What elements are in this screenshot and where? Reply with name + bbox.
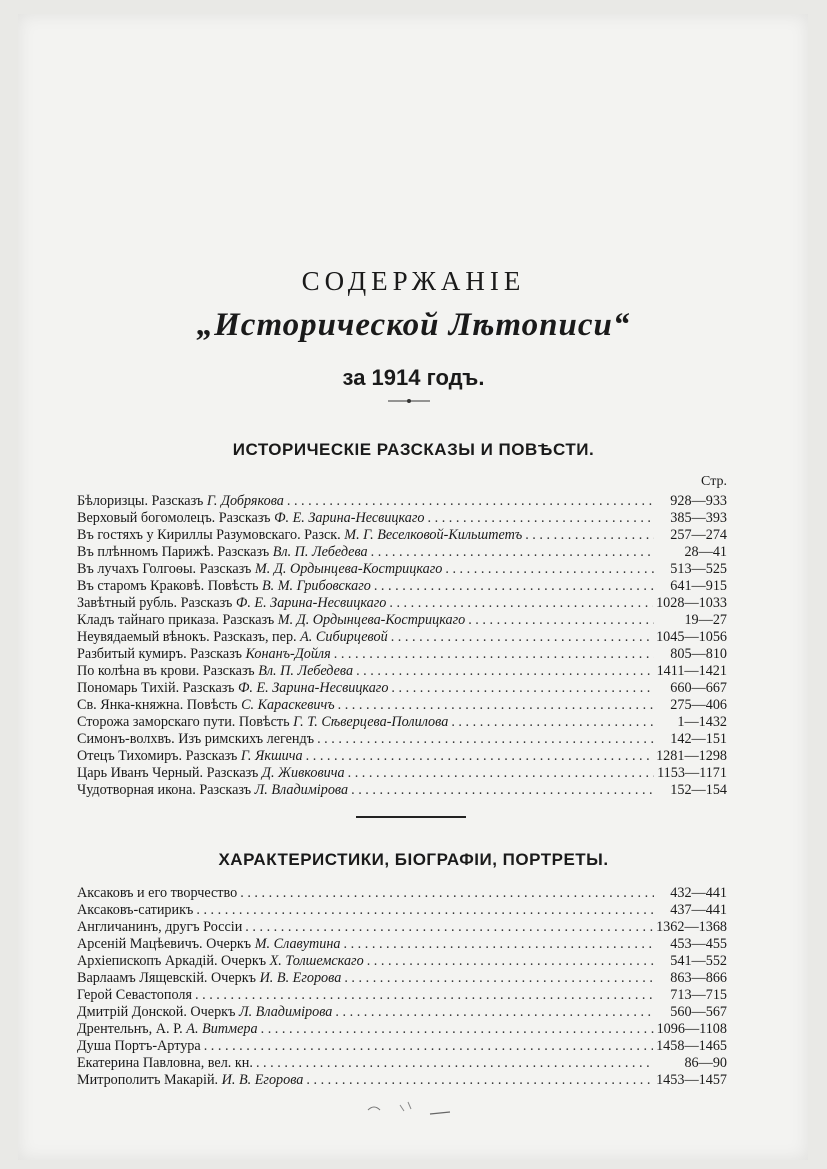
dot-leader [240,885,654,902]
dot-leader [334,646,654,663]
toc-entry [77,714,727,731]
dot-leader [451,714,654,731]
dot-leader [371,544,654,561]
section-heading-stories: ИСТОРИЧЕСКІЕ РАЗСКАЗЫ И ПОВѢСТИ. [232,440,595,459]
entry-pages: 385—393 [670,510,727,526]
entry-pages: 152—154 [670,782,727,798]
toc-entry [77,953,727,970]
entry-author: М. Г. Веселковой-Кильштетъ [344,527,523,543]
toc-entry [77,561,727,578]
entry-author: Г. Якшича [240,748,303,764]
toc-entry [77,987,727,1004]
entry-title: Англичанинъ, другъ Россіи [77,919,243,935]
entry-author: Г. Добрякова [206,493,284,509]
entry-title: Въ плѣнномъ Парижѣ. Разсказъ [77,544,270,560]
entry-author: Ф. Е. Зарина-Несвицкаго [274,510,425,526]
page-column-label: Стр. [701,474,727,489]
entry-pages: 541—552 [670,953,727,969]
entry-author: Х. Толшемскаго [269,953,364,969]
toc-entry [77,902,727,919]
entry-author: М. Д. Ордынцева-Кострицкаго [254,561,443,577]
entry-pages: 560—567 [670,1004,727,1020]
toc-entry [77,527,727,544]
dot-leader [287,493,654,510]
entry-title: Чудотворная икона. Разсказъ [77,782,252,798]
entry-pages: 641—915 [670,578,727,594]
toc-entry [77,697,727,714]
entry-pages: 713—715 [670,987,727,1003]
dot-leader [525,527,654,544]
entry-author: Вл. П. Лебедева [258,663,354,679]
entry-title: Верховый богомолецъ. Разсказъ [77,510,271,526]
dot-leader [196,902,654,919]
entry-title: Царь Иванъ Черный. Разсказъ [77,765,259,781]
toc-entry [77,919,727,936]
entry-title: Варлаамъ Лящевскій. Очеркъ [77,970,257,986]
entry-pages: 1096—1108 [656,1021,727,1037]
entry-title: Симонъ-волхвъ. Изъ римскихъ легендъ [77,731,315,747]
entry-pages: 1362—1368 [656,919,727,935]
entry-author: М. Славутина [254,936,341,952]
dot-leader [348,765,654,782]
toc-list-biographies [77,885,727,1089]
dot-leader [338,697,654,714]
entry-title: Отецъ Тихомиръ. Разсказъ [77,748,238,764]
year-line: за 1914 годъ. [342,365,485,390]
dot-leader [468,612,654,629]
entry-pages: 863—866 [670,970,727,986]
entry-title: Въ старомъ Краковѣ. Повѣсть [77,578,259,594]
entry-author: С. Карaскевичъ [241,697,335,713]
toc-entry [77,782,727,799]
dot-leader [351,782,654,799]
toc-entry [77,1055,727,1072]
entry-title: Сторожа заморскаго пути. Повѣсть [77,714,290,730]
toc-entry [77,1004,727,1021]
toc-entry [77,663,727,680]
entry-author: А. Витмера [186,1021,258,1037]
entry-title: Аксаковъ и его творчество [77,885,238,901]
entry-title: Арсеній Мацѣевичъ. Очеркъ [77,936,252,952]
entry-title: Дмитрій Донской. Очеркъ [77,1004,236,1020]
entry-title: Митрополитъ Макарій. [77,1072,219,1088]
entry-author: И. В. Егорова [221,1072,304,1088]
toc-entry [77,1021,727,1038]
entry-title: Завѣтный рубль. Разсказъ [77,595,233,611]
dot-leader [335,1004,654,1021]
toc-entry [77,595,727,612]
entry-pages: 1153—1171 [657,765,727,781]
entry-author: Л. Владимірова [238,1004,333,1020]
toc-entry [77,885,727,902]
toc-entry [77,629,727,646]
entry-author: А. Сибирцевой [300,629,388,645]
entry-pages: 275—406 [670,697,727,713]
entry-pages: 1458—1465 [656,1038,727,1054]
toc-entry [77,612,727,629]
entry-author: В. М. Грибовскаго [261,578,371,594]
entry-author: Вл. П. Лебедева [272,544,368,560]
toc-entry [77,748,727,765]
entry-author: И. В. Егорова [259,970,342,986]
toc-entry [77,731,727,748]
entry-pages: 453—455 [670,936,727,952]
section-heading-biographies: ХАРАКТЕРИСТИКИ, БІОГРАФІИ, ПОРТРЕТЫ. [218,850,609,869]
dot-leader [195,987,654,1004]
entry-author: Г. Т. Сѣверцева-Полилова [293,714,449,730]
scan-marks [360,1090,480,1120]
toc-entry [77,1072,727,1089]
entry-title: Въ лучахъ Голгоѳы. Разсказъ [77,561,252,577]
journal-name: „Исторической Лѣтописи“ [196,307,631,343]
dot-leader [204,1038,653,1055]
entry-pages: 19—27 [684,612,727,628]
entry-title: Дрентельнъ, А. Р. [77,1021,183,1037]
entry-pages: 437—441 [670,902,727,918]
entry-author: Д. Живковича [261,765,345,781]
entry-title: Герой Севастополя [77,987,192,1003]
entry-author: Ф. Е. Зарина-Несвицкаго [235,595,387,611]
entry-title: Св. Янка-княжна. Повѣсть [77,697,238,713]
entry-pages: 1453—1457 [656,1072,727,1088]
entry-title: Неувядаемый вѣнокъ. Разсказъ, пер. [77,629,297,645]
section-divider [356,816,466,818]
toc-entry [77,1038,727,1055]
entry-pages: 1281—1298 [656,748,727,764]
entry-pages: 1028—1033 [656,595,727,611]
entry-pages: 86—90 [684,1055,727,1071]
dot-leader [306,1072,653,1089]
entry-pages: 257—274 [670,527,727,543]
entry-title: По колѣна въ крови. Разсказъ [77,663,255,679]
dot-leader [391,680,654,697]
page-title: СОДЕРЖАНІЕ [301,266,526,296]
entry-title: Екатерина Павловна, вел. кн. [77,1055,253,1071]
dot-leader [428,510,654,527]
toc-entry [77,544,727,561]
toc-entry [77,936,727,953]
entry-pages: 1411—1421 [656,663,727,679]
entry-pages: 432—441 [670,885,727,901]
ornament-divider [384,396,434,406]
entry-pages: 805—810 [670,646,727,662]
entry-title: Архіепископъ Аркадій. Очеркъ [77,953,267,969]
dot-leader [256,1055,654,1072]
entry-author: Ф. Е. Зарина-Несвицкаго [237,680,389,696]
toc-entry [77,493,727,510]
dot-leader [261,1021,654,1038]
entry-author: М. Д. Ордынцева-Кострицкаго [277,612,466,628]
toc-entry [77,646,727,663]
entry-title: Аксаковъ-сатирикъ [77,902,194,918]
dot-leader [344,970,654,987]
entry-title: Пономарь Тихій. Разсказъ [77,680,235,696]
entry-pages: 513—525 [670,561,727,577]
dot-leader [445,561,654,578]
dot-leader [356,663,654,680]
toc-list-stories [77,493,727,799]
entry-pages: 28—41 [684,544,727,560]
dot-leader [343,936,654,953]
entry-author: Конанъ-Дойля [245,646,331,662]
dot-leader [306,748,653,765]
entry-pages: 1045—1056 [656,629,727,645]
entry-title: Кладъ тайнаго приказа. Разсказъ [77,612,275,628]
toc-entry [77,970,727,987]
toc-entry [77,765,727,782]
toc-entry [77,510,727,527]
dot-leader [391,629,653,646]
dot-leader [245,919,653,936]
dot-leader [367,953,654,970]
dot-leader [389,595,653,612]
entry-title: Бѣлоризцы. Разсказъ [77,493,204,509]
entry-title: Разбитый кумиръ. Разсказъ [77,646,242,662]
toc-entry [77,578,727,595]
entry-author: Л. Владимірова [254,782,349,798]
entry-pages: 660—667 [670,680,727,696]
entry-title: Въ гостяхъ у Кириллы Разумовскаго. Разск. [77,527,341,543]
toc-entry [77,680,727,697]
entry-pages: 1—1432 [677,714,727,730]
dot-leader [317,731,654,748]
entry-pages: 142—151 [670,731,727,747]
entry-title: Душа Портъ-Артура [77,1038,201,1054]
dot-leader [374,578,654,595]
entry-pages: 928—933 [670,493,727,509]
